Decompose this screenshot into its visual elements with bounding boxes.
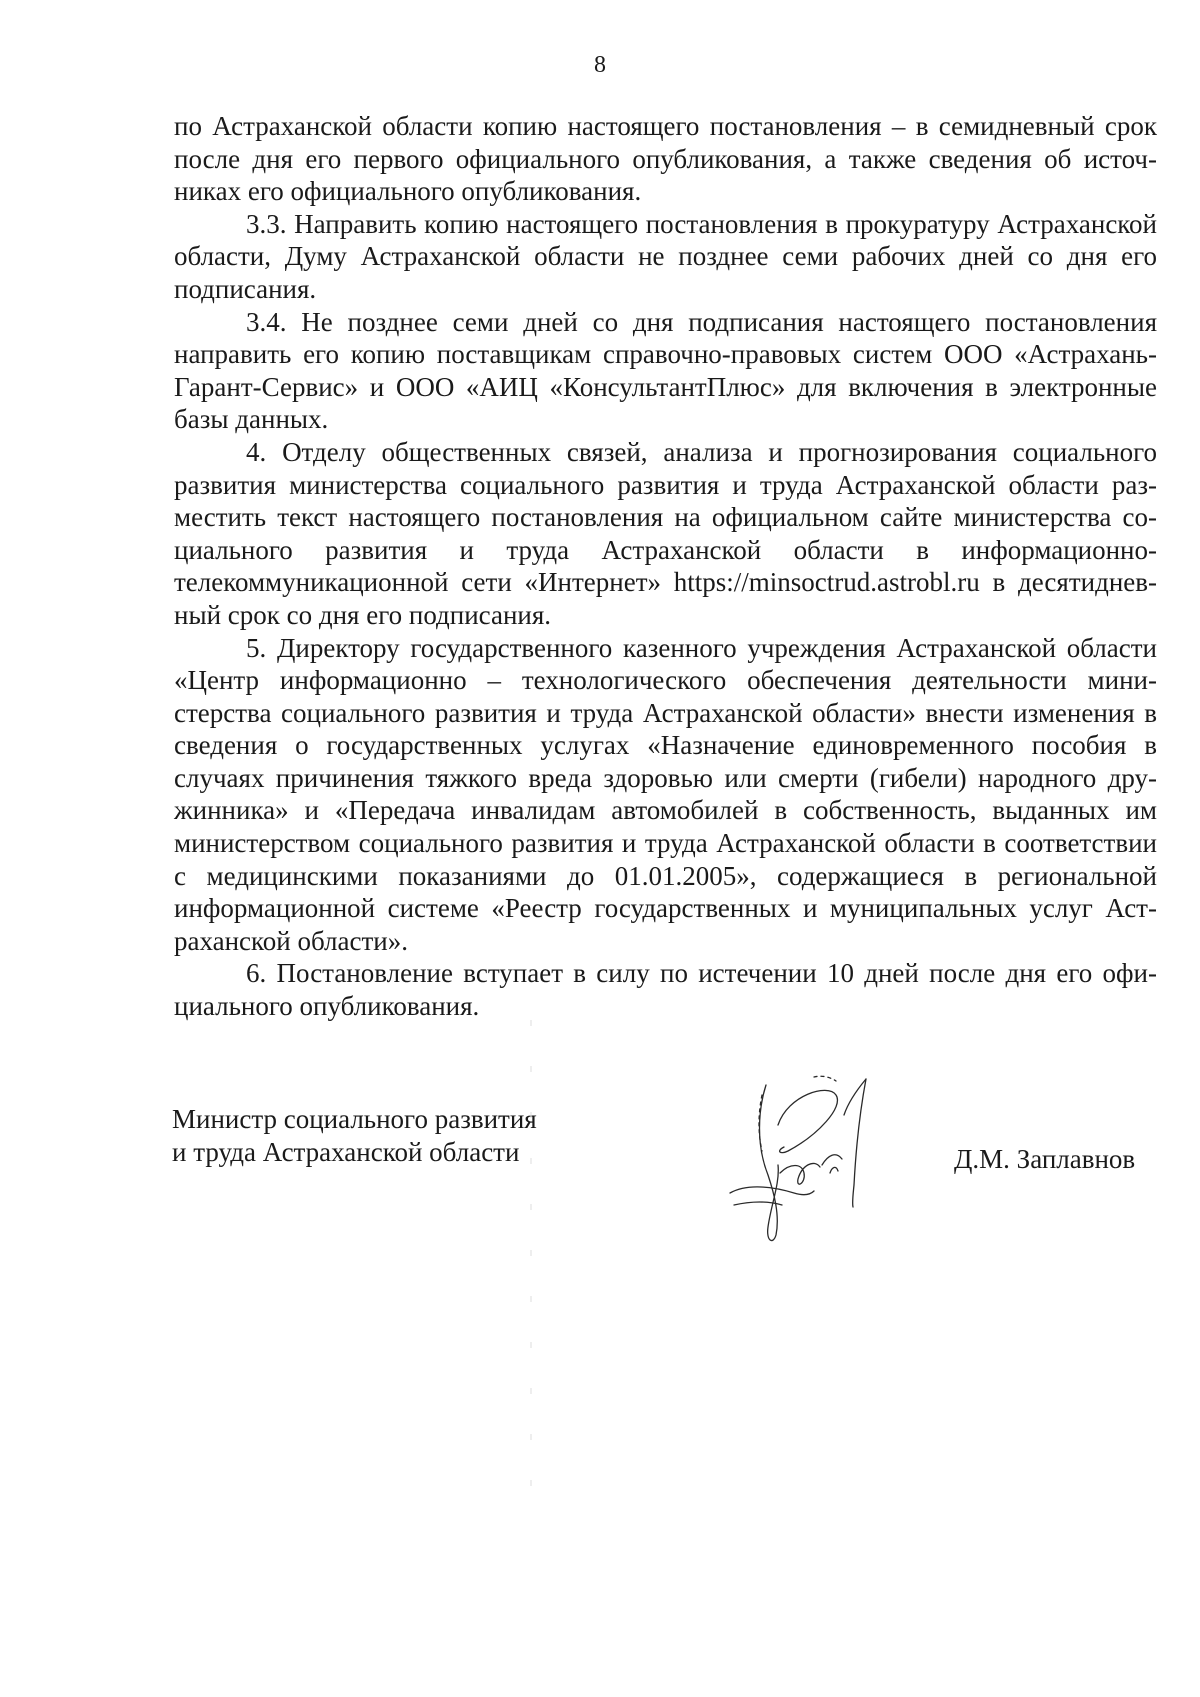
page-number: 8: [594, 52, 606, 78]
signer-title-line-2: и труда Астраханской области: [172, 1137, 520, 1167]
handwritten-signature: [718, 1055, 918, 1255]
scan-artifact-line: [530, 1020, 532, 1500]
signer-title-line-1: Министр социального развития: [172, 1104, 537, 1134]
paragraph-6: 6. Постановление вступает в силу по истечении 10 дней после дня его официального опубликования.: [174, 958, 1157, 1022]
paragraph-5: 5. Директору государственного казенного учреждения Астраханской области «Центр информационно – технологического обеспечения деятельности министерства социального развития и труда Астраханской области» внести изменения в сведения о государственных услугах «Назначение единовременного пособия в случаях причинения тяжкого вреда здоровью или смерти (гибели) народного дружинника» и «Передача инвалидам автомобилей в собственность, выданных им министерством социального развития и труда Астраханской области в соответствии с медицинскими показаниями до 01.01.2005», содержащиеся в региональной информационной системе «Реестр государственных и муниципальных услуг Астраханской области».: [174, 632, 1157, 956]
signer-name: Д.М. Заплавнов: [954, 1144, 1136, 1174]
paragraph-continuation: по Астраханской области копию настоящего постановления – в семидневный срок после дня его первого официального опубликования, а также сведения об источниках его официального опубликования.: [174, 111, 1157, 207]
paragraph-3-3: 3.3. Направить копию настоящего постановления в прокуратуру Астраханской области, Думу Астраханской области не позднее семи рабочих дней со дня его подписания.: [174, 208, 1157, 304]
signer-title: [172, 1103, 537, 1169]
paragraph-3-4: 3.4. Не позднее семи дней со дня подписания настоящего постановления направить его копию поставщикам справочно-правовых систем ООО «Астрахань-Гарант-Сервис» и ООО «АИЦ «КонсультантПлюс» для включения в электронные базы данных.: [174, 306, 1157, 435]
paragraph-4: 4. Отделу общественных связей, анализа и прогнозирования социального развития министерства социального развития и труда Астраханской области разместить текст настоящего постановления на официальном сайте министерства социального развития и труда Астраханской области в информационно-телекоммуникационной сети «Интернет» https://minsoctrud.astrobl.ru в десятидневный срок со дня его подписания.: [174, 436, 1157, 630]
